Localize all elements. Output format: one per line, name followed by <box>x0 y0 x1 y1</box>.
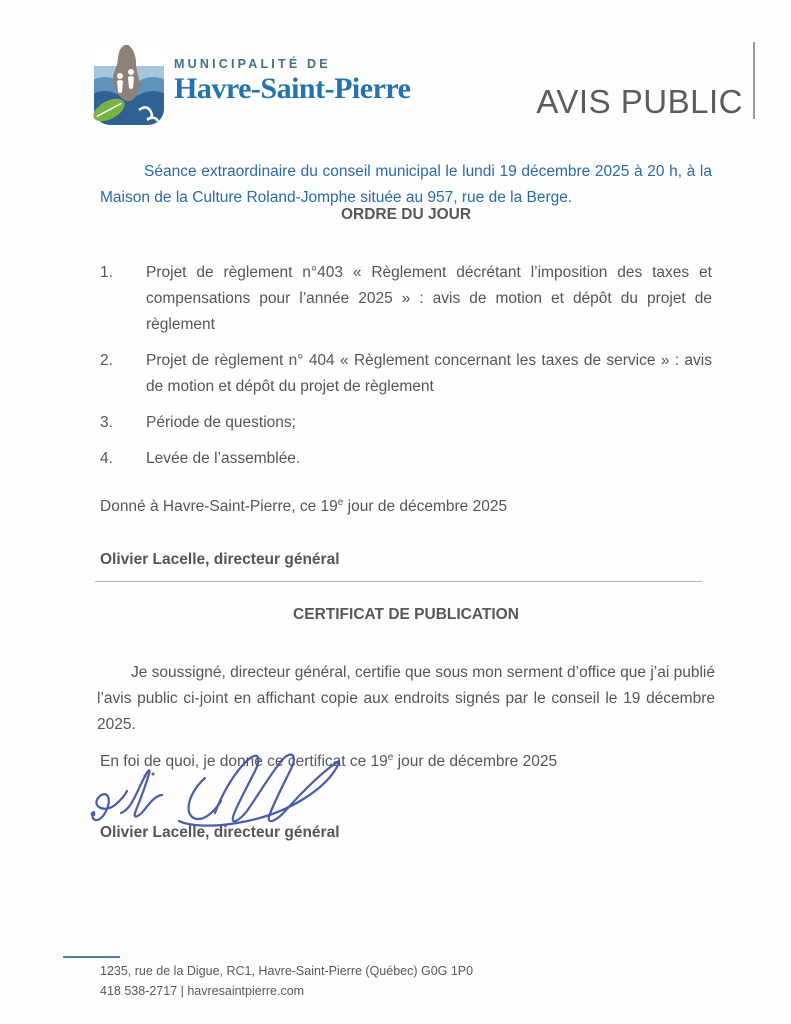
agenda-item-number: 2. <box>100 352 113 369</box>
certificate-heading: CERTIFICAT DE PUBLICATION <box>293 606 519 623</box>
agenda-item-text: Projet de règlement n° 404 « Règlement concernant les taxes de service » : avis de motion et dépôt du projet de règlement <box>146 352 712 395</box>
footer-contact: 418 538-2717 | havresaintpierre.com <box>100 984 305 998</box>
issuance-text-after: jour de décembre 2025 <box>343 497 508 515</box>
agenda-heading: ORDRE DU JOUR <box>340 206 472 223</box>
attestation-ordinal-sup: e <box>387 751 394 763</box>
municipality-logo-text <box>174 44 410 126</box>
issuance-text: Donné à Havre-Saint-Pierre, ce 19 <box>100 497 338 515</box>
agenda-item-number: 1. <box>100 264 113 281</box>
attestation-text-after: jour de décembre 2025 <box>393 752 558 770</box>
section-divider <box>95 581 702 582</box>
agenda-item-text: Levée de l’assemblée. <box>146 450 301 467</box>
logo-org-prefix: MUNICIPALITÉ DE <box>174 57 331 71</box>
certificate-body: Je soussigné, directeur général, certifie que sous mon serment d’office que j’ai publié l’avis public ci-joint en affichant copie aux endroits signés par le conseil le 19 décembre 2025. <box>97 663 715 733</box>
agenda-item-number: 4. <box>100 450 113 467</box>
agenda-list <box>100 260 712 482</box>
footer-accent-line <box>63 956 120 958</box>
footer <box>100 961 473 1001</box>
agenda-item <box>100 446 712 472</box>
signatory-name: Olivier Lacelle, directeur général <box>100 551 340 568</box>
agenda-item <box>100 348 712 400</box>
municipality-logo <box>93 44 410 126</box>
agenda-item-text: Projet de règlement n°403 « Règlement décrétant l’imposition des taxes et compensations pour l’année 2025 » : avis de motion et dépôt du projet de règlement <box>146 264 712 333</box>
municipality-logo-icon <box>93 44 165 126</box>
header-divider <box>753 42 755 119</box>
agenda-item-text: Période de questions; <box>146 414 296 431</box>
issuance-ordinal-sup: e <box>337 496 344 508</box>
agenda-item-number: 3. <box>100 414 113 431</box>
session-intro-paragraph: Séance extraordinaire du conseil municipal le lundi 19 décembre 2025 à 20 h, à la Maison de la Culture Roland-Jomphe située au 957, rue de la Berge. <box>100 162 712 206</box>
issuance-line <box>100 497 507 516</box>
attestation-text: En foi de quoi, je donne ce certificat ce 19 <box>100 752 388 770</box>
signatory-name: Olivier Lacelle, directeur général <box>100 824 340 841</box>
agenda-item <box>100 260 712 338</box>
logo-org-name: Havre-Saint-Pierre <box>174 72 411 105</box>
footer-address: 1235, rue de la Digue, RC1, Havre-Saint-Pierre (Québec) G0G 1P0 <box>100 964 474 978</box>
page-title: AVIS PUBLIC <box>536 83 743 120</box>
agenda-item <box>100 410 712 436</box>
